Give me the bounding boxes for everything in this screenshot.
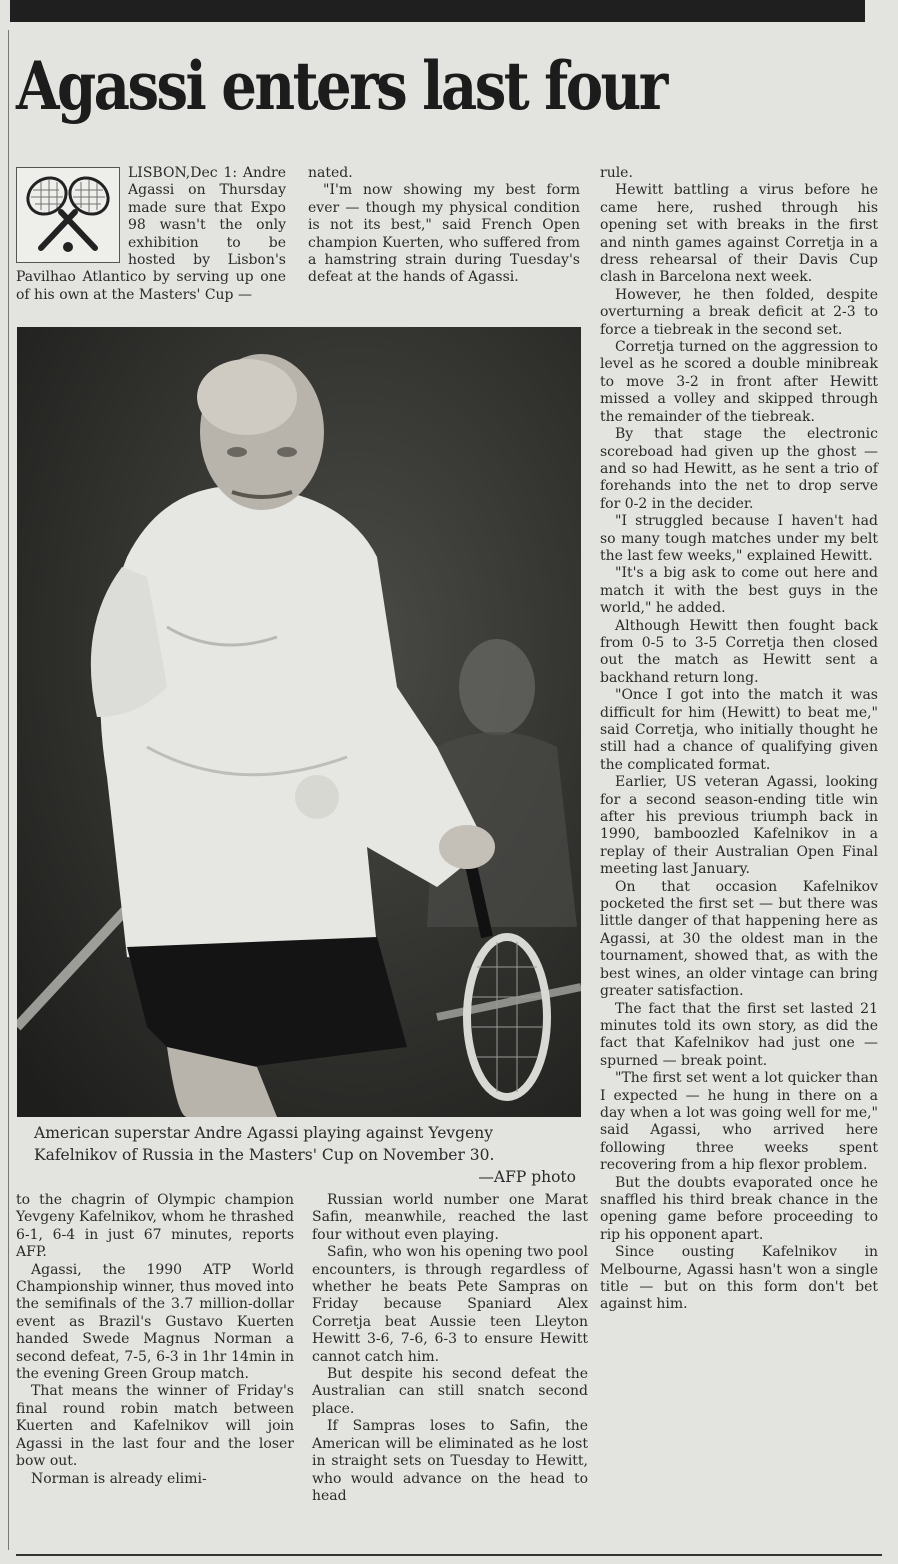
article-column-3 — [600, 165, 878, 1314]
article-paragraph: Since ousting Kafelnikov in Melbourne, Agassi hasn't won a single title — but on this form don't bet against him. — [600, 1244, 878, 1313]
article-paragraph: rule. — [600, 165, 633, 181]
bottom-rule — [16, 1554, 882, 1556]
article-paragraph: Hewitt battling a virus before he came here, rushed through his opening set with breaks in the first and ninth games against Corretja in a dress rehearsal of their Davis Cup clash in Barcelona next week. — [600, 182, 878, 286]
article-paragraph: Safin, who won his opening two pool encounters, is through regardless of whether he beats Pete Sampras on Friday because Spaniard Alex Corretja beat Aussie teen Lleyton Hewitt 3-6, 7-6, 6-3 to ensure Hewitt cannot catch him. — [312, 1244, 588, 1365]
article-column-1-top — [16, 165, 286, 304]
article-paragraph: If Sampras loses to Safin, the American will be eliminated as he lost in straight sets on Tuesday to Hewitt, who would advance on the head to head — [312, 1418, 588, 1504]
news-photo — [17, 327, 581, 1117]
left-margin-rule — [8, 30, 9, 1550]
caption-text: American superstar Andre Agassi playing against Yevgeny Kafelnikov of Russia in the Masters' Cup on November 30. — [34, 1124, 495, 1164]
article-paragraph: On that occasion Kafelnikov pocketed the first set — but there was little danger of that happening here as Agassi, at 30 the oldest man in the tournament, showed that, as with the best wines, an older vintage can bring greater satisfaction. — [600, 878, 878, 1000]
article-paragraph: LISBON,Dec 1: Andre Agassi on Thursday made sure that Expo 98 wasn't the only exhibition to be hosted by Lisbon's Pavilhao Atlantico by serving up one of his own at the Masters' Cup — — [16, 165, 286, 303]
top-rule — [10, 0, 865, 22]
article-paragraph: "I'm now showing my best form ever — though my physical condition is not its best," said French Open champion Kuerten, who suffered from a hamstring strain during Tuesday's defeat at the hands of Agassi. — [308, 182, 580, 286]
article-paragraph: By that stage the electronic scoreboad had given up the ghost — and so had Hewitt, as he sent a trio of forehands into the net to drop serve for 0-2 in the decider. — [600, 426, 878, 512]
article-paragraph: Russian world number one Marat Safin, meanwhile, reached the last four without even playing. — [312, 1192, 588, 1243]
article-paragraph: "It's a big ask to come out here and match it with the best guys in the world," he added. — [600, 565, 878, 617]
article-paragraph: "Once I got into the match it was difficult for him (Hewitt) to beat me," said Corretja, who initially thought he still had a chance of qualifying given the complicated format. — [600, 687, 878, 773]
article-paragraph: The fact that the first set lasted 21 minutes told its own story, as did the fact that Kafelnikov had just one — spurned — break point. — [600, 1000, 878, 1069]
article-paragraph: nated. — [308, 165, 353, 181]
article-paragraph: Agassi, the 1990 ATP World Championship winner, thus moved into the semifinals of the 3.7 million-dollar event as Brazil's Gustavo Kuerten handed Swede Magnus Norman a second defeat, 7-5, 6-3 in 1hr 14min in the evening Green Group match. — [16, 1261, 294, 1383]
headline: Agassi enters last four — [16, 47, 666, 125]
photo-credit: —AFP photo — [478, 1168, 576, 1186]
article-paragraph: "The first set went a lot quicker than I expected — he hung in there on a day when a lot was going well for me," said Agassi, who arrived here following three weeks spent recovering from a hip flexor problem. — [600, 1070, 878, 1174]
article-paragraph: But the doubts evaporated once he snaffled his third break chance in the opening game before proceeding to rip his opponent apart. — [600, 1174, 878, 1243]
article-column-2-top — [308, 165, 580, 287]
crossed-tennis-rackets-icon — [16, 167, 120, 263]
article-paragraph: to the chagrin of Olympic champion Yevgeny Kafelnikov, whom he thrashed 6-1, 6-4 in just 67 minutes, reports AFP. — [16, 1192, 294, 1261]
photo-caption — [34, 1122, 576, 1188]
article-column-1-bottom — [16, 1192, 294, 1488]
article-paragraph: Although Hewitt then fought back from 0-5 to 3-5 Corretja then closed out the match as Hewitt sent a backhand return long. — [600, 617, 878, 686]
article-paragraph: That means the winner of Friday's final round robin match between Kuerten and Kafelnikov will join Agassi in the last four and the loser bow out. — [16, 1383, 294, 1470]
article-paragraph: Corretja turned on the aggression to level as he scored a double minibreak to move 3-2 in front after Hewitt missed a volley and skipped through the remainder of the tiebreak. — [600, 339, 878, 425]
article-paragraph: Earlier, US veteran Agassi, looking for a second season-ending title win after his previous triumph back in 1990, bamboozled Kafelnikov in a replay of their Australian Open Final meeting last January. — [600, 774, 878, 878]
article-paragraph: However, he then folded, despite overturning a break deficit at 2-3 to force a tiebreak in the second set. — [600, 286, 878, 338]
article-paragraph: "I struggled because I haven't had so many tough matches under my belt the last few weeks," explained Hewitt. — [600, 513, 878, 564]
article-paragraph: But despite his second defeat the Australian can still snatch second place. — [312, 1366, 588, 1417]
article-paragraph: Norman is already elimi- — [31, 1470, 207, 1487]
article-column-2-bottom — [312, 1192, 588, 1505]
